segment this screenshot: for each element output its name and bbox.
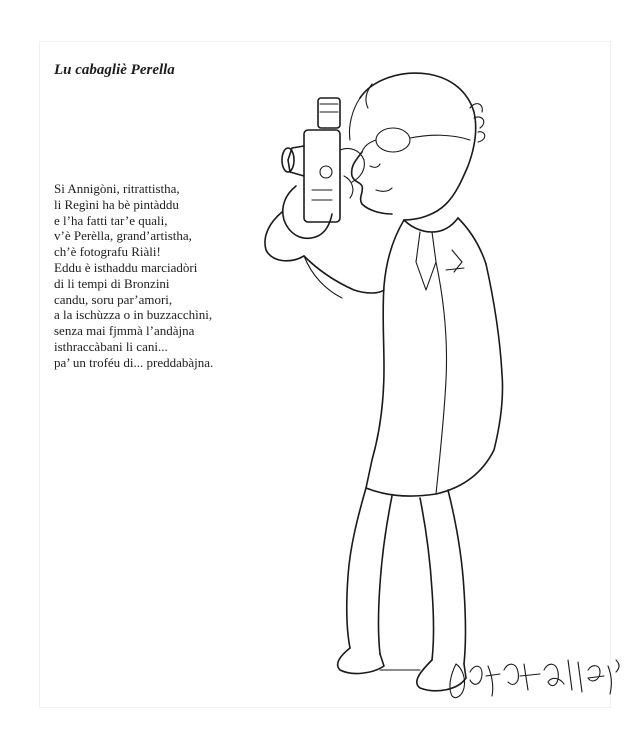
hands bbox=[265, 148, 364, 260]
poem-line: a la ischùzza o in buzzacchìni, bbox=[54, 307, 213, 323]
poem-line: candu, soru par’amori, bbox=[54, 291, 173, 307]
poem-line: ch’è fotografu Riàli! bbox=[54, 244, 161, 260]
camera-icon bbox=[282, 98, 340, 222]
poem-line: v’è Perèlla, grand’artistha, bbox=[54, 228, 192, 244]
poem-line: li Regìni ha bè pintàddu bbox=[54, 196, 179, 212]
poem-line: e l’ha fatti tar’e quali, bbox=[54, 212, 168, 228]
shoes bbox=[338, 648, 466, 691]
legs bbox=[347, 488, 466, 664]
poem-line: pa’ un troféu di... preddabàjna. bbox=[54, 354, 214, 370]
poem-title: Lu cabagliè Perella bbox=[54, 62, 175, 78]
artist-signature bbox=[450, 660, 619, 698]
poem-line: Si Annigòni, ritrattistha, bbox=[54, 181, 180, 196]
glasses bbox=[362, 128, 470, 152]
face bbox=[352, 152, 392, 214]
poem-line: senza mai fjmmà l’andàjna bbox=[54, 323, 195, 339]
poem-line: di li tempi di Bronzini bbox=[54, 275, 170, 291]
jacket bbox=[304, 220, 503, 496]
poem-line: isthraccàbani li cani... bbox=[54, 338, 168, 354]
head bbox=[349, 73, 484, 220]
poem-line: Eddu è isthaddu marciadòri bbox=[54, 259, 198, 275]
collar bbox=[404, 218, 486, 290]
